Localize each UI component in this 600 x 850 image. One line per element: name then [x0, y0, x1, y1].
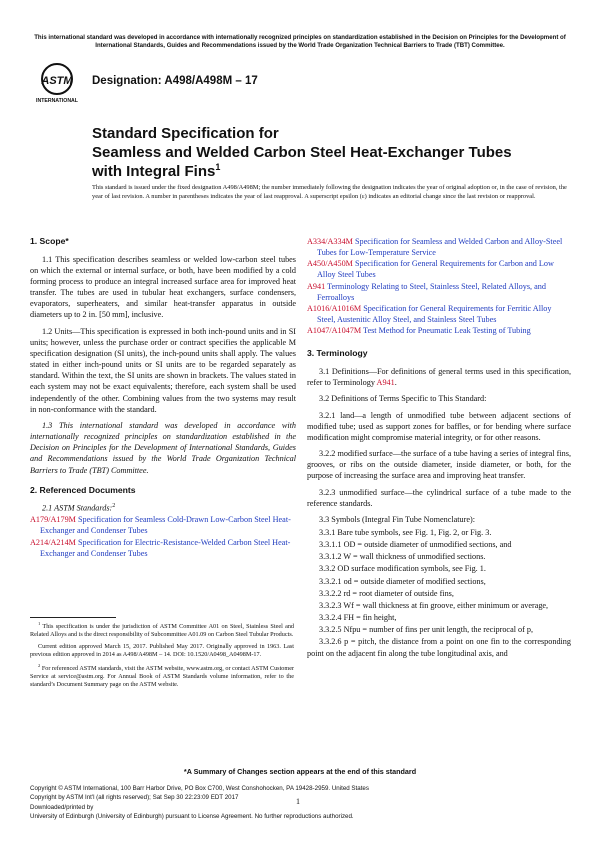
ref-a1047[interactable]: A1047/A1047M Test Method for Pneumatic Leak Testing of Tubing: [307, 326, 531, 336]
footnote-1b: Current edition approved March 15, 2017. Published May 2017. Originally approved in 1963. Last previous edition approved in 2014 as A498/A498M – 14. DOI: 10.1520/A0498_A0498M-17.: [30, 642, 294, 659]
para-3-3-2: 3.3.2 OD surface modification symbols, see Fig. 1.: [319, 564, 486, 574]
footnote-1: $^1$ This specification is under the jurisdiction of ASTM Committee A01 on Steel, Stainless Steel and Related Alloys and is the direct responsibility of Subcommittee A01.09 on Carbon Steel Tubular Products.: [30, 621, 295, 639]
footnote-rule: [30, 617, 116, 618]
para-3-2: 3.2 Definitions of Terms Specific to This Standard:: [319, 394, 487, 404]
svg-text:ASTM: ASTM: [41, 75, 73, 87]
ref-a179[interactable]: A179/A179M Specification for Seamless Cold-Drawn Low-Carbon Steel Heat-Exchanger and Condenser Tubes: [30, 515, 291, 536]
title-footnote-mark: 1: [215, 162, 221, 173]
title-line-2: Seamless and Welded Carbon Steel Heat-Exchanger Tubes: [92, 144, 512, 162]
designation: Designation: A498/A498M – 17: [92, 75, 258, 87]
summary-note: *A Summary of Changes section appears at the end of this standard: [183, 767, 417, 776]
copyright-line-1: Copyright © ASTM International, 100 Barr Harbor Drive, PO Box C700, West Conshohocken, PA 19428-2959. United States: [30, 785, 369, 792]
para-3-3-2-4: 3.3.2.4 FH = fin height,: [319, 613, 397, 623]
para-1-3: 1.3 This international standard was developed in accordance with internationally recognized principles on standardization established in the Decision on Principles for the Development of International Standards, Guides and Recommendations issued by the World Trade Organization Technical Barriers to Trade (TBT) Committee.: [30, 420, 296, 475]
ref-a214[interactable]: A214/A214M Specification for Electric-Resistance-Welded Carbon Steel Heat-Exchanger and Condenser Tubes: [30, 537, 291, 558]
section-2-heading: 2. Referenced Documents: [30, 484, 136, 495]
para-3-3-2-2: 3.3.2.2 rd = root diameter of outside fins,: [319, 588, 454, 598]
svg-text:INTERNATIONAL: INTERNATIONAL: [36, 98, 78, 104]
section-3-heading: 3. Terminology: [307, 348, 368, 359]
section-1-heading: 1. Scope*: [30, 236, 69, 246]
para-3-3-2-1: 3.3.2.1 od = outside diameter of modified sections,: [319, 576, 486, 586]
para-3-3-1-1: 3.3.1.1 OD = outside diameter of unmodified sections, and: [319, 540, 512, 550]
footnote-2: $^2$ For referenced ASTM standards, visit the ASTM website, www.astm.org, or contact ASTM Customer Service at service@astm.org. For Annual Book of ASTM Standards volume information, refer to the standard’s Document Summary page on the ASTM website.: [30, 662, 295, 689]
issuance-note: This standard is issued under the fixed designation A498/A498M; the number immediately following the designation indicates the year of original adoption or, in the case of revision, the year of last revision. A number in parentheses indicates the year of last reapproval. A superscript epsilon (ε) indicates an editorial change since the last revision or reapproval.: [92, 184, 567, 200]
para-1-2: 1.2 Units—This specification is expressed in both inch-pound units and in SI units; however, unless the purchase order or contract specifies the applicable M specification designation (SI units), the inch-pound units shall apply. The values stated in either inch-pound units or SI units are to be regarded separately as standard. Within the text, the SI units are shown in brackets. The values stated in each system may not be exact equivalents; therefore, each system shall be used independently of the other. Combining values from the two systems may result in non-conformance with the standard.: [30, 326, 296, 414]
left-column: [30, 236, 296, 559]
page-number: 1: [296, 797, 300, 806]
para-3-2-3: 3.2.3 unmodified surface—the cylindrical surface of a tube made to the reference standards.: [307, 487, 571, 508]
copyright-line-3: Downloaded/printed by: [30, 803, 94, 811]
ref-a1016[interactable]: A1016/A1016M Specification for General Requirements for Ferritic Alloy Steel, Austenitic Alloy Steel, and Stainless Steel Tubes: [307, 303, 552, 325]
para-3-3-1-2: 3.3.1.2 W = wall thickness of unmodified sections.: [319, 552, 486, 562]
copyright-block: [30, 784, 570, 821]
astm-logo: [34, 60, 80, 106]
para-3-2-1: 3.2.1 land—a length of unmodified tube between adjacent sections of modified tube; used as support zones for baffles, or for bending where surface modification might compromise material integrity, or for other reasons.: [307, 410, 571, 442]
para-3-3: 3.3 Symbols (Integral Fin Tube Nomenclature):: [319, 514, 476, 524]
ref-a941[interactable]: A941 Terminology Relating to Steel, Stainless Steel, Related Alloys, and Ferroalloys: [307, 281, 546, 302]
para-3-3-2-3: 3.3.2.3 Wf = wall thickness at fin groove, either minimum or average,: [319, 600, 549, 610]
footnotes: [30, 621, 294, 693]
title-line-1: Standard Specification for: [92, 125, 279, 142]
para-3-3-2-6: 3.3.2.6 p = pitch, the distance from a point on one fin to the corresponding point on the adjacent fin along the tube longitudinal axis, and: [307, 637, 571, 658]
link-a941[interactable]: A941: [376, 378, 395, 388]
ref-a450[interactable]: A450/A450M Specification for General Requirements for Carbon and Low Alloy Steel Tubes: [307, 259, 554, 280]
para-3-3-1: 3.3.1 Bare tube symbols, see Fig. 1, Fig. 2, or Fig. 3.: [319, 527, 492, 537]
para-2-1: 2.1 ASTM Standards:$^2$: [42, 503, 116, 514]
tbt-notice: This international standard was developed in accordance with internationally recognized principles on standardization established in the Decision on Principles for the Development of International Standards, Guides and Recommendations issued by the World Trade Organization Technical Barriers to Trade (TBT) Committee.: [34, 34, 566, 49]
document-title: [92, 124, 522, 181]
ref-a334[interactable]: A334/A334M Specification for Seamless and Welded Carbon and Alloy-Steel Tubes for Low-Temperature Service: [307, 237, 563, 258]
right-column: [307, 236, 571, 660]
para-3-3-2-5: 3.3.2.5 Nfpu = number of fins per unit length, the reciprocal of p,: [319, 625, 534, 635]
copyright-line-2: Copyright by ASTM Int'l (all rights reserved); Sat Sep 30 22:23:09 EDT 2017: [30, 794, 239, 802]
para-3-1: 3.1 Definitions—For definitions of general terms used in this specification, refer to Terminology A941.: [307, 367, 571, 388]
copyright-line-4: University of Edinburgh (University of Edinburgh) pursuant to License Agreement. No further reproductions authorized.: [30, 812, 354, 820]
para-1-1: 1.1 This specification describes seamless or welded low-carbon steel tubes on which the external or internal surface, or both, have been modified by a cold forming process to produce an integral increased surface area for improved heat transfer. The tubes are used in tubular heat exchangers, surface condensers, evaporators, superheaters, and similar heat-transfer apparatus in outside diameters up to 2 in. [50 mm], inclusive.: [30, 254, 296, 320]
title-line-3: with Integral Fins$^1$: [92, 162, 221, 181]
para-3-2-2: 3.2.2 modified surface—the surface of a tube having a series of integral fins, grooves, or ribs on the outside diameter, inside diameter, or both, for the purpose of increasing the surface area and improving heat transfer.: [307, 449, 571, 481]
